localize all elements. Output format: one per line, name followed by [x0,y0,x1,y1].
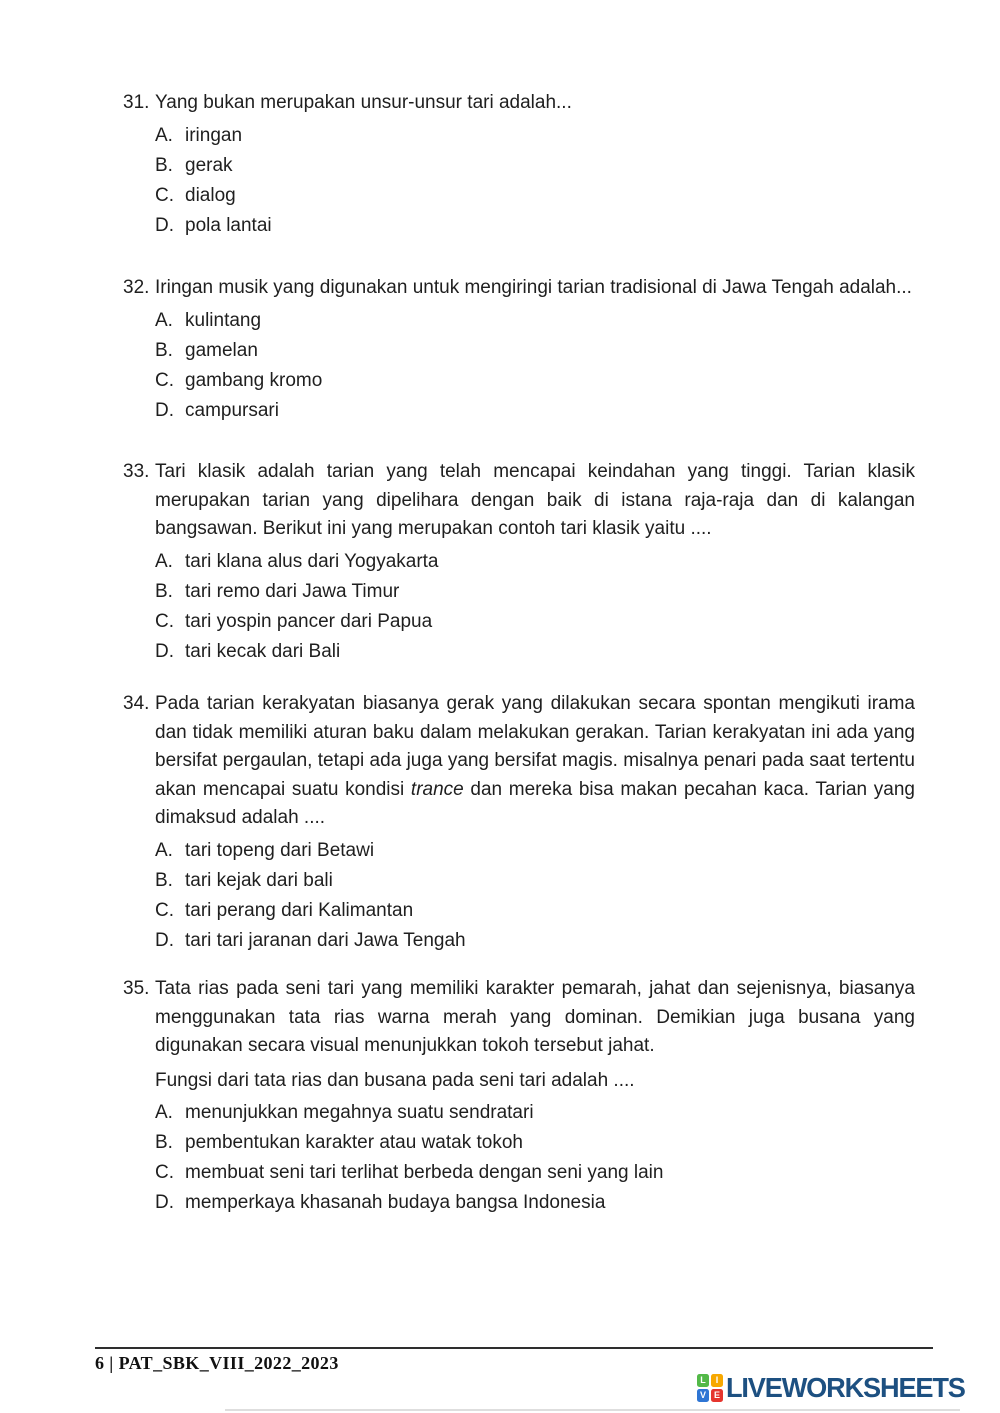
options-list [123,547,915,667]
option-letter: C. [155,369,174,391]
option-text: dialog [185,184,236,206]
question-number: 34. [123,693,150,714]
option-c[interactable] [155,366,915,396]
question-34 [123,690,915,956]
question-33 [123,458,915,667]
scan-artifact-line [225,1409,960,1411]
option-a[interactable] [155,121,915,151]
options-list [123,836,915,956]
option-text: campursari [185,399,279,421]
option-letter: A. [155,550,173,572]
option-text: iringan [185,124,243,146]
option-d[interactable] [155,637,915,667]
question-number: 33. [123,461,150,482]
option-letter: D. [155,1192,174,1213]
question-stem: Yang bukan merupakan unsur-unsur tari adalah... [155,92,572,113]
option-text: tari perang dari Kalimantan [185,899,414,921]
option-letter: D. [155,929,174,951]
option-c[interactable] [155,607,915,637]
page-footer-label: 6 | PAT_SBK_VIII_2022_2023 [95,1353,339,1373]
option-letter: D. [155,640,174,662]
option-text: pembentukan karakter atau watak tokoh [185,1132,523,1153]
stem-italic-term: trance [410,778,464,800]
option-a[interactable] [155,547,915,577]
option-letter: B. [155,1132,173,1153]
option-text: pola lantai [185,214,272,236]
option-c[interactable] [155,1158,915,1188]
logo-square-i: I [711,1374,723,1387]
option-text: memperkaya khasanah budaya bangsa Indonesia [185,1192,606,1213]
option-b[interactable] [155,151,915,181]
option-letter: A. [155,1102,173,1123]
option-c[interactable] [155,896,915,926]
question-stem: Iringan musik yang digunakan untuk mengiringi tarian tradisional di Jawa Tengah adalah... [155,277,912,298]
option-text: tari kejak dari bali [185,869,333,891]
option-text: tari kecak dari Bali [185,640,341,662]
liveworksheets-logo-icon [697,1374,723,1402]
question-32 [123,274,915,426]
option-letter: B. [155,869,173,891]
question-stem: Tari klasik adalah tarian yang telah mencapai keindahan yang tinggi. Tarian klasik merupakan tarian yang dipelihara dengan baik di istana raja-raja dan di kalangan bangsawan. Berikut ini yang merupakan contoh tari klasik yaitu .... [155,461,915,539]
option-letter: A. [155,839,173,861]
question-number: 31. [123,92,150,113]
option-text: menunjukkan megahnya suatu sendratari [185,1102,534,1123]
option-text: tari yospin pancer dari Papua [185,610,433,632]
stem-text: Pada tarian kerakyatan biasanya gerak yang dilakukan secara spontan mengikuti irama dan tidak memiliki aturan baku dalam melakukan gerakan. Tarian kerakyatan ini ada yang bersifat pergaulan, tetapi ada juga yang bersifat magis. misalnya penari pada saat tertentu akan mencapai suatu kondisi [155,693,915,800]
option-text: membuat seni tari terlihat berbeda dengan seni yang lain [185,1162,664,1183]
option-d[interactable] [155,211,915,241]
option-letter: D. [155,214,174,236]
stem-text: dan mereka bisa makan pecahan kaca. Tarian yang dimaksud adalah .... [155,778,916,828]
option-letter: C. [155,899,174,921]
option-letter: B. [155,339,173,361]
option-letter: A. [155,124,173,146]
options-list [123,121,915,241]
option-letter: C. [155,1162,174,1183]
question-31 [123,89,915,241]
option-letter: C. [155,184,174,206]
option-b[interactable] [155,577,915,607]
option-a[interactable] [155,836,915,866]
footer-divider [95,1347,933,1349]
question-stem [155,690,915,833]
option-d[interactable] [155,1188,915,1218]
option-d[interactable] [155,396,915,426]
question-stem: Tata rias pada seni tari yang memiliki karakter pemarah, jahat dan sejenisnya, biasanya menggunakan tata rias warna merah yang dominan. Demikian juga busana yang digunakan secara visual menunjukkan tokoh tersebut jahat. [155,978,915,1056]
option-letter: B. [155,580,173,602]
option-letter: B. [155,154,173,176]
liveworksheets-wordmark: LIVEWORKSHEETS [726,1372,965,1403]
option-letter: D. [155,399,174,421]
option-letter: C. [155,610,174,632]
option-d[interactable] [155,926,915,956]
option-text: gerak [185,154,233,176]
question-35 [123,975,915,1218]
option-text: tari remo dari Jawa Timur [185,580,400,602]
question-number: 32. [123,277,150,298]
logo-square-l: L [697,1374,709,1387]
logo-square-v: V [697,1389,709,1402]
option-c[interactable] [155,181,915,211]
option-a[interactable] [155,1098,915,1128]
liveworksheets-logo[interactable] [697,1372,972,1404]
option-text: tari klana alus dari Yogyakarta [185,550,439,572]
option-letter: A. [155,309,173,331]
logo-square-e: E [711,1389,723,1402]
option-text: tari topeng dari Betawi [185,839,375,861]
options-list [123,1098,915,1218]
options-list [123,306,915,426]
option-b[interactable] [155,1128,915,1158]
option-text: tari tari jaranan dari Jawa Tengah [185,929,466,951]
option-text: kulintang [185,309,262,331]
option-b[interactable] [155,336,915,366]
option-text: gamelan [185,339,258,361]
question-number: 35. [123,978,150,999]
option-text: gambang kromo [185,369,323,391]
question-substem: Fungsi dari tata rias dan busana pada seni tari adalah .... [155,1069,635,1091]
option-b[interactable] [155,866,915,896]
option-a[interactable] [155,306,915,336]
